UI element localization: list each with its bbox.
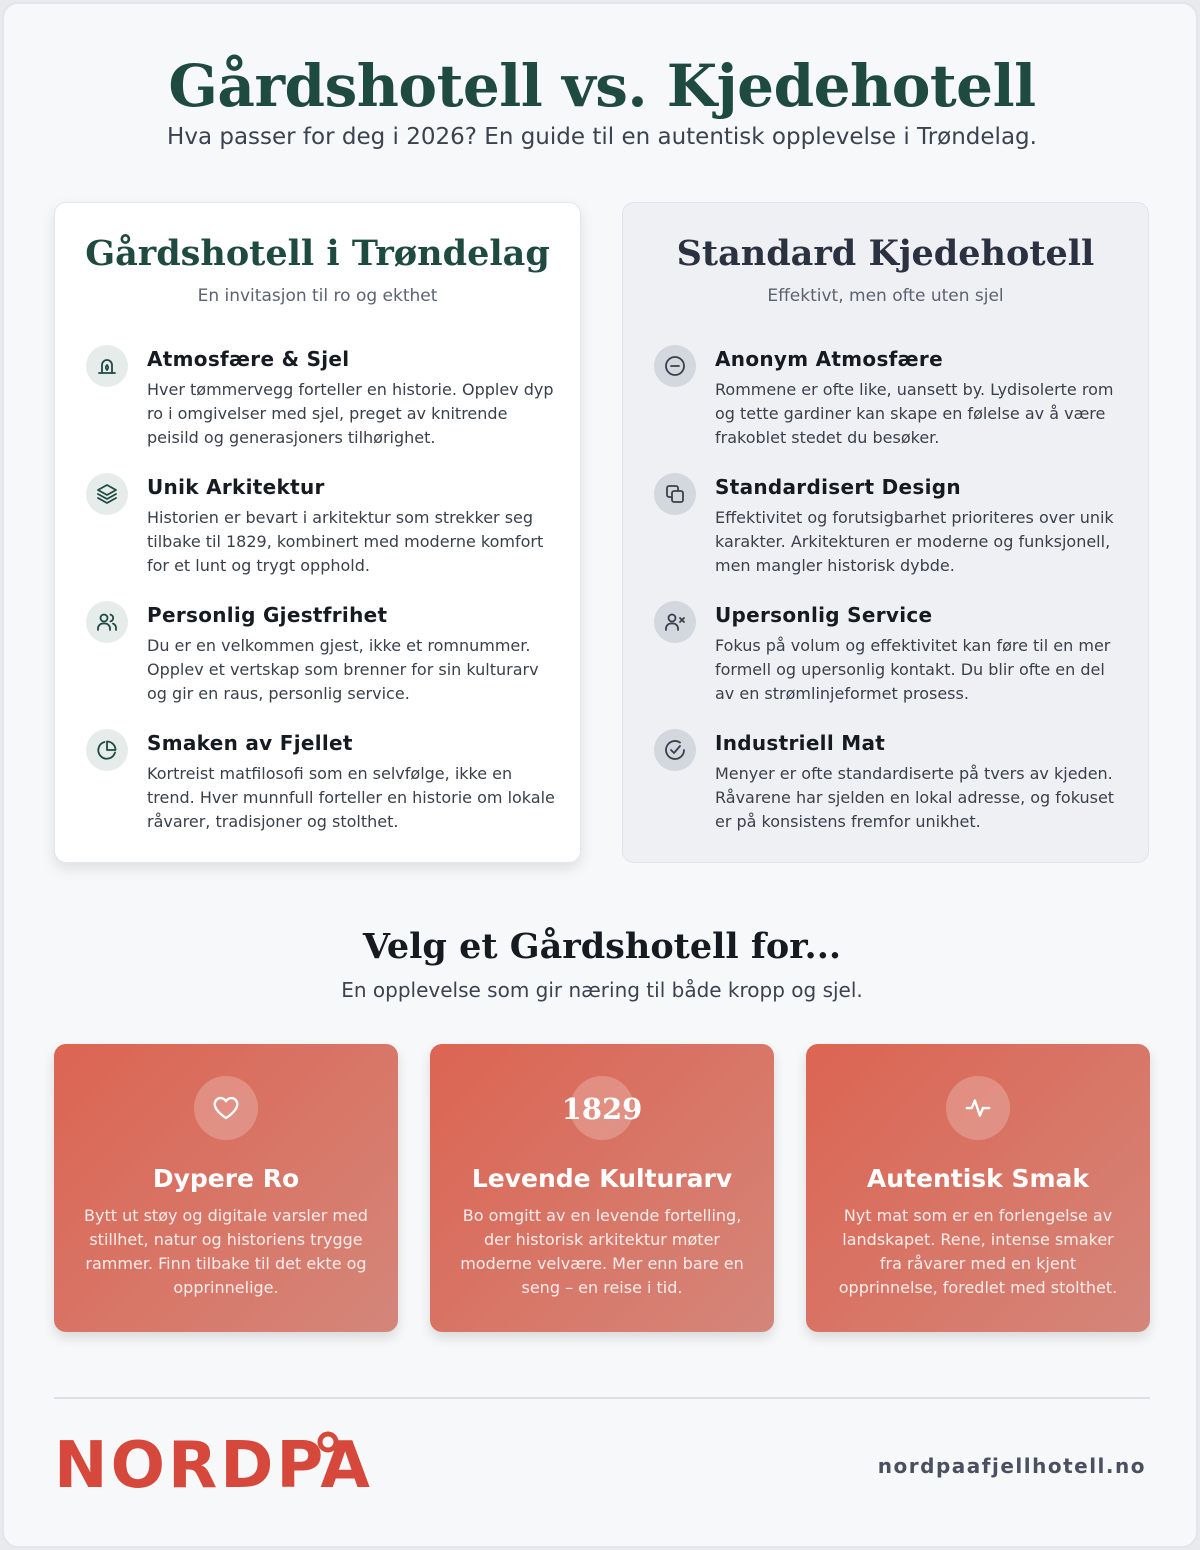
chain-item-title: Standardisert Design	[715, 475, 961, 499]
reason-tile-text: Bo omgitt av en levende fortelling, der historisk arkitektur møter moderne velvære. Mer enn bare en seng – en reise i tid.	[460, 1206, 744, 1297]
minus-circle-icon	[654, 345, 696, 387]
farm-item-text: Historien er bevart i arkitektur som strekker seg tilbake til 1829, kombinert med moderne komfort for et lunt og trygt opphold.	[147, 508, 544, 575]
reason-tile-title: Levende Kulturarv	[471, 1164, 733, 1193]
farm-item-architecture	[86, 473, 556, 583]
logo-wordmark: NORDPA	[54, 1429, 373, 1503]
farm-item-food	[86, 729, 556, 839]
copy-icon	[654, 473, 696, 515]
chain-item-title: Anonym Atmosfære	[715, 347, 943, 371]
page-subtitle: Hva passer for deg i 2026? En guide til en autentisk opplevelse i Trøndelag.	[167, 124, 1037, 150]
farm-item-hospitality	[86, 601, 556, 711]
farm-item-text: Kortreist matfilosofi som en selvfølge, ikke en trend. Hver munnfull forteller en historie om lokale råvarer, tradisjoner og stolthet.	[147, 764, 555, 831]
chain-item-atmosphere	[654, 345, 1124, 455]
users-icon	[86, 601, 128, 643]
layers-icon	[86, 473, 128, 515]
farm-card-title: Gårdshotell i Trøndelag	[85, 233, 550, 274]
reasons-subtitle: En opplevelse som gir næring til både kropp og sjel.	[341, 978, 863, 1002]
fireplace-icon	[86, 345, 128, 387]
farm-card-subtitle: En invitasjon til ro og ekthet	[197, 286, 438, 306]
farm-item-title: Personlig Gjestfrihet	[147, 603, 388, 627]
chain-item-text: Menyer er ofte standardiserte på tvers av kjeden. Råvarene har sjelden en lokal adresse, og fokuset er på konsistens fremfor unikhet.	[715, 764, 1115, 831]
farm-item-atmosphere	[86, 345, 556, 455]
chain-card-title: Standard Kjedehotell	[676, 233, 1095, 274]
farm-item-text: Du er en velkommen gjest, ikke et romnummer. Opplev et vertskap som brenner for sin kulturarv og gir en raus, personlig service.	[147, 636, 539, 703]
page-title: Gårdshotell vs. Kjedehotell	[168, 52, 1036, 120]
chain-item-design	[654, 473, 1124, 583]
footer-divider	[54, 1397, 1150, 1399]
chain-item-food	[654, 729, 1124, 839]
website-link[interactable]: nordpaafjellhotell.no	[877, 1454, 1146, 1478]
reason-tile-title: Dypere Ro	[152, 1164, 300, 1193]
chain-item-title: Upersonlig Service	[715, 603, 933, 627]
year-badge-label: 1829	[561, 1092, 643, 1126]
user-x-icon	[654, 601, 696, 643]
chain-item-service	[654, 601, 1124, 711]
farm-hotel-card	[54, 202, 581, 863]
chain-item-title: Industriell Mat	[715, 731, 886, 755]
farm-item-text: Hver tømmervegg forteller en historie. Opplev dyp ro i omgivelser med sjel, preget av knitrende peisild og generasjoners tilhørighet.	[147, 380, 554, 447]
farm-item-title: Atmosfære & Sjel	[147, 347, 350, 371]
reason-tile-text: Bytt ut støy og digitale varsler med stillhet, natur og historiens trygge rammer. Finn tilbake til det ekte og opprinnelige.	[84, 1206, 368, 1297]
heart-icon	[194, 1076, 258, 1140]
reason-tile-title: Autentisk Smak	[866, 1164, 1090, 1193]
reason-tile-heritage	[430, 1044, 774, 1332]
chain-hotel-card	[622, 202, 1149, 863]
chain-item-text: Fokus på volum og effektivitet kan føre til en mer formell og upersonlig kontakt. Du blir ofte en del av en strømlinjeformet prosess.	[715, 636, 1111, 703]
pie-chart-icon	[86, 729, 128, 771]
logo-ring-icon	[316, 1430, 340, 1454]
activity-icon	[946, 1076, 1010, 1140]
chain-item-text: Rommene er ofte like, uansett by. Lydisolerte rom og tette gardiner kan skape en følelse av å være frakoblet stedet du besøker.	[715, 380, 1114, 447]
reasons-title: Velg et Gårdshotell for...	[362, 926, 842, 967]
farm-item-title: Unik Arkitektur	[147, 475, 325, 499]
year-badge	[561, 1076, 643, 1140]
chain-item-text: Effektivitet og forutsigbarhet prioriteres over unik karakter. Arkitekturen er moderne og funksjonell, men mangler historisk dybde.	[715, 508, 1114, 575]
reason-tile-text: Nyt mat som er en forlengelse av landskapet. Rene, intense smaker fra råvarer med en kjent opprinnelse, foredlet med stolthet.	[838, 1206, 1118, 1297]
reason-tile-calm	[54, 1044, 398, 1332]
check-circle-icon	[654, 729, 696, 771]
farm-item-title: Smaken av Fjellet	[147, 731, 353, 755]
nordpa-logo[interactable]	[54, 1428, 373, 1504]
infographic-page	[2, 2, 1198, 1548]
reason-tile-taste	[806, 1044, 1150, 1332]
chain-card-subtitle: Effektivt, men ofte uten sjel	[767, 286, 1004, 306]
